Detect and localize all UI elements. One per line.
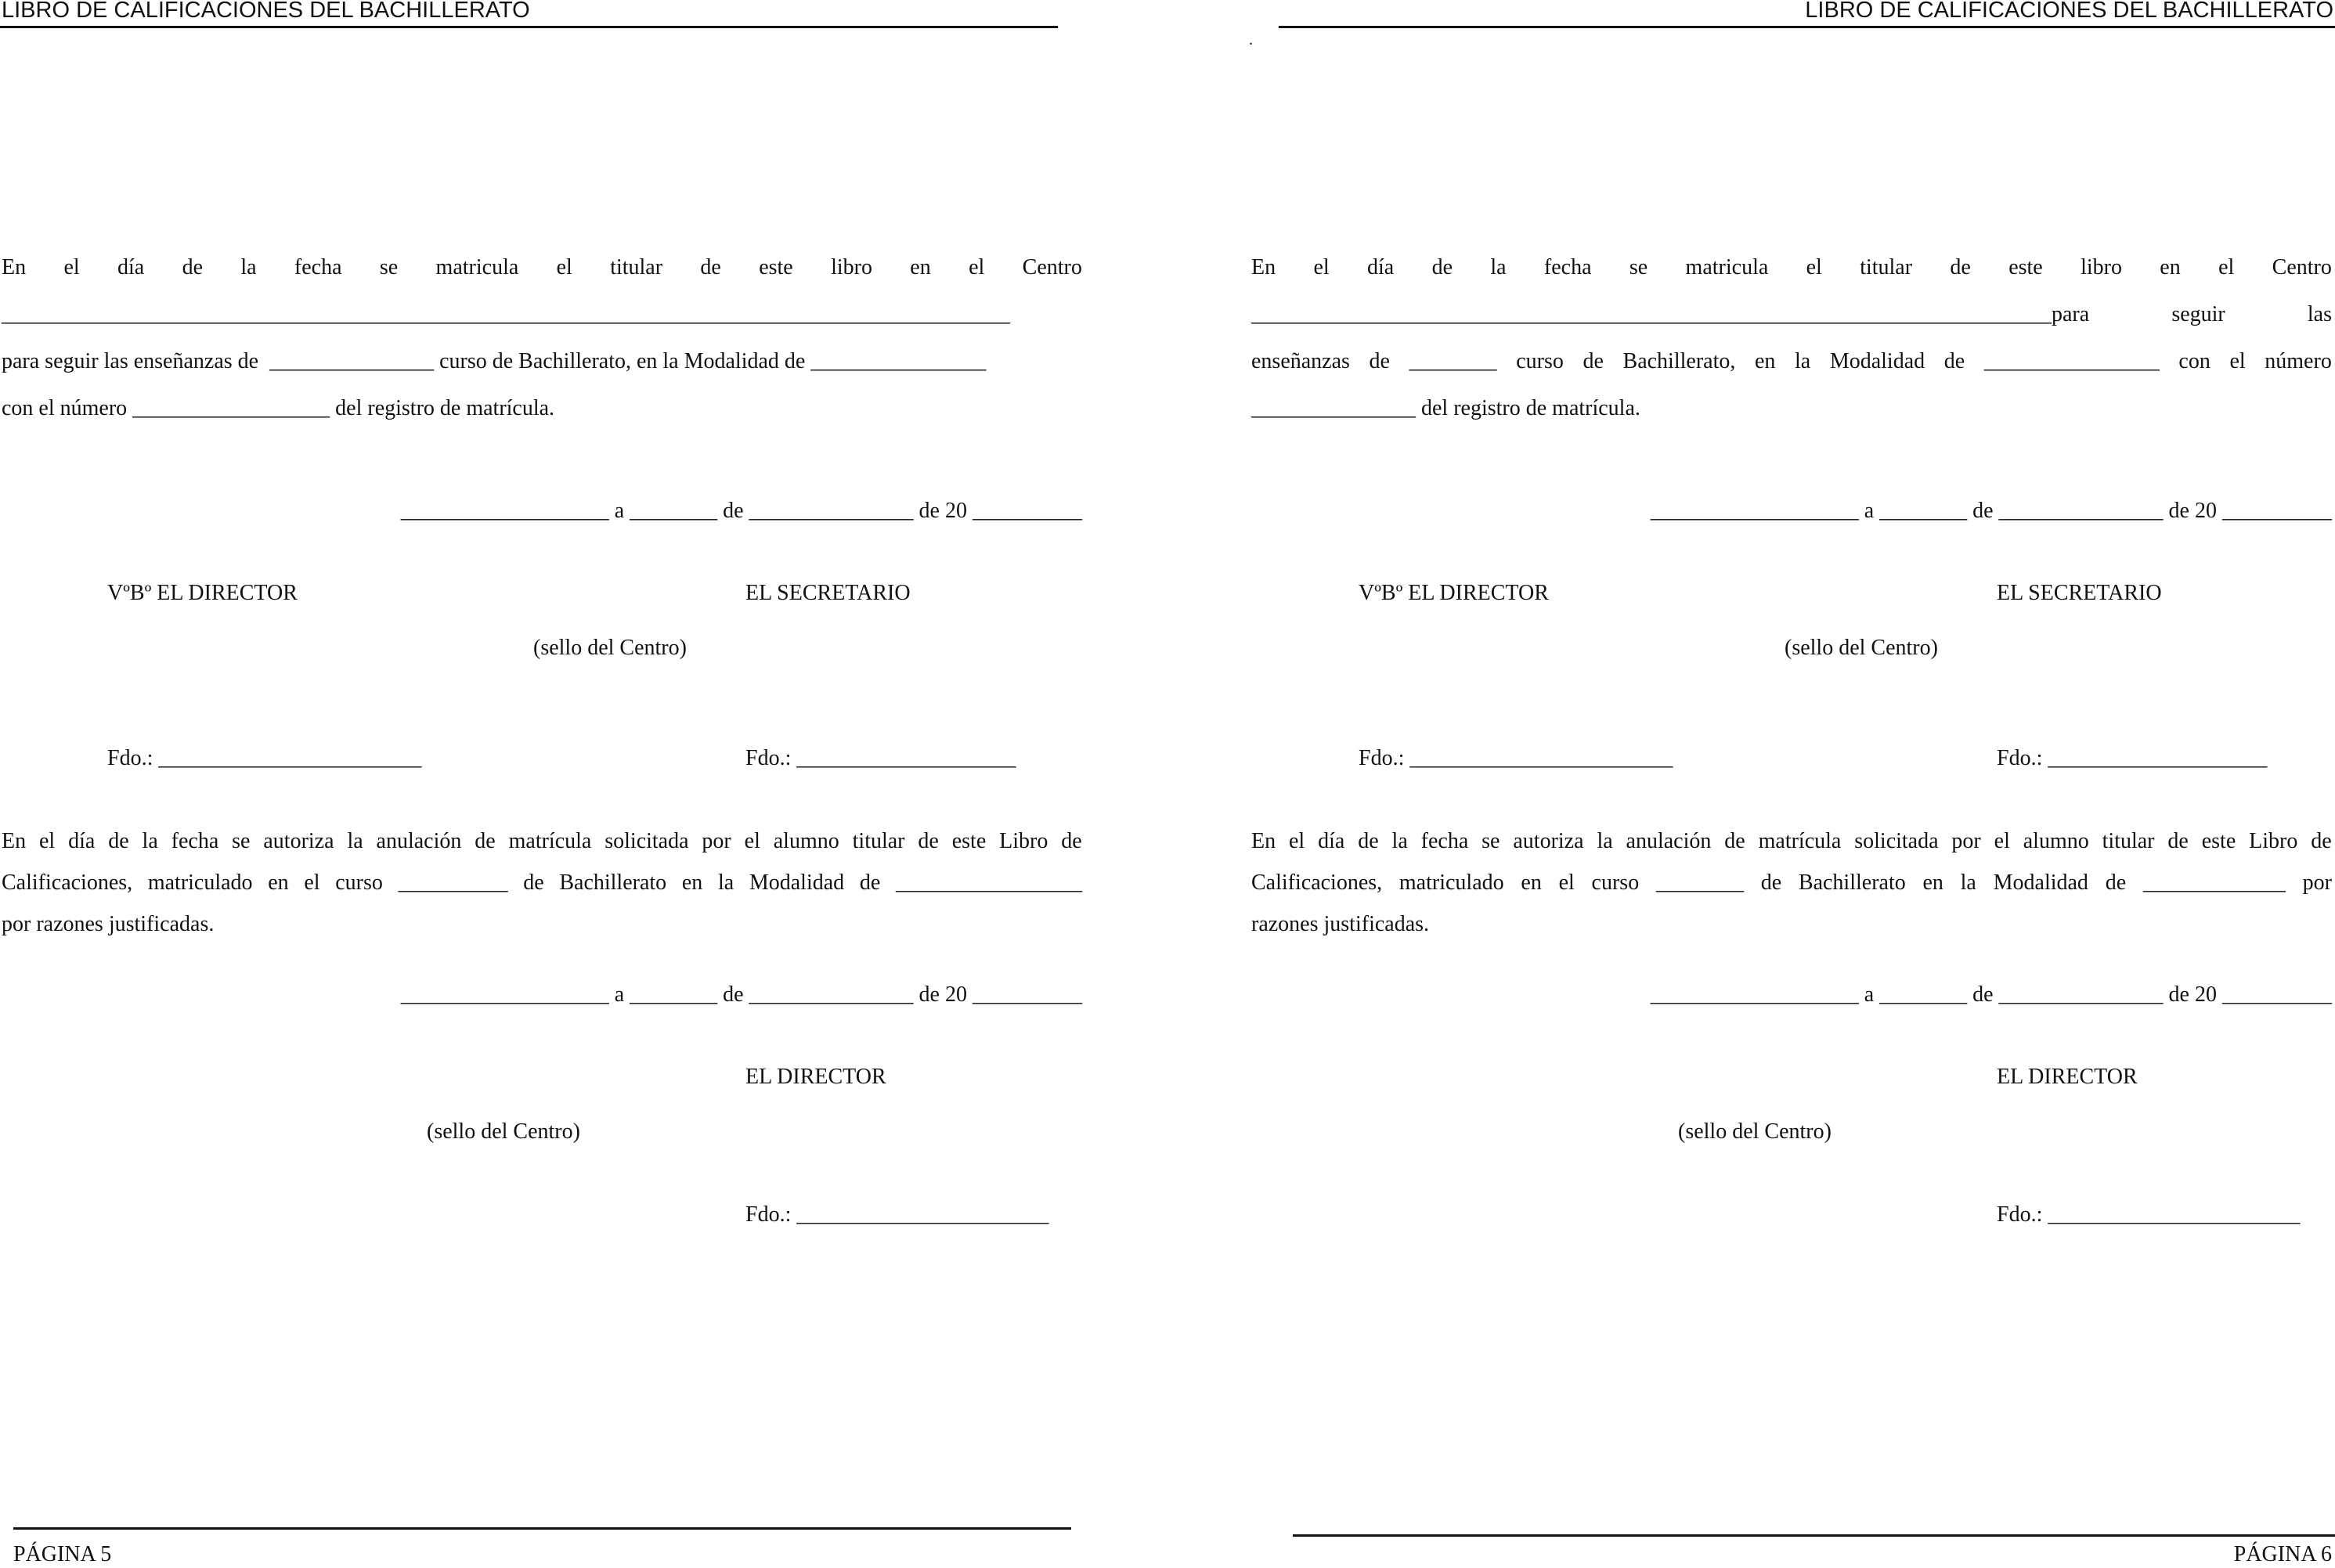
word: de	[918, 829, 939, 853]
word: se	[379, 255, 399, 279]
word: _____________	[2142, 871, 2286, 895]
page-6	[1249, 0, 2335, 1566]
word: el	[304, 871, 320, 895]
word: de	[523, 871, 544, 895]
word: la	[240, 255, 257, 279]
date-line-1: ___________________ a ________ de _______________ de 20 __________	[1650, 499, 2332, 523]
date-line-2: ___________________ a ________ de _______________ de 20 __________	[400, 982, 1082, 1007]
word: anulación	[376, 829, 462, 853]
word: fecha	[1420, 829, 1469, 853]
word: Libro	[999, 829, 1048, 853]
word: __________	[398, 871, 508, 895]
word: de	[108, 829, 129, 853]
word: la	[142, 829, 158, 853]
word: con	[2178, 349, 2210, 373]
anulacion-line-3: por razones justificadas.	[2, 912, 215, 936]
word: en	[1521, 871, 1542, 895]
word: matricula	[435, 255, 519, 279]
anulacion-line-2	[1251, 870, 2332, 896]
word: el	[1994, 829, 2010, 853]
word: fecha	[294, 255, 342, 279]
footer-rule	[13, 1527, 1071, 1530]
word: de	[475, 829, 496, 853]
word: la	[1597, 829, 1613, 853]
word: autoriza	[263, 829, 334, 853]
word: las	[2307, 302, 2332, 326]
word: Modalidad	[1829, 349, 1925, 373]
word: de	[2311, 829, 2332, 853]
word: se	[1629, 255, 1648, 279]
word: titular	[610, 255, 663, 279]
word: este	[2201, 829, 2236, 853]
word: la	[1795, 349, 1811, 373]
word: Modalidad	[1993, 871, 2088, 895]
word: día	[1367, 255, 1395, 279]
word: de	[182, 255, 204, 279]
word: Centro	[2272, 255, 2332, 279]
word: el	[39, 829, 56, 853]
word: de	[1943, 349, 1965, 373]
word: solicitada	[1854, 829, 1939, 853]
sello-label-2: (sello del Centro)	[427, 1119, 580, 1144]
fdo-secretario: Fdo.: ____________________	[745, 746, 1016, 770]
sello-label-1: (sello del Centro)	[1785, 636, 1938, 660]
word: el	[2229, 349, 2246, 373]
anulacion-line-1	[2, 828, 1082, 855]
word: alumno	[773, 829, 839, 853]
word: de	[859, 871, 881, 895]
word: Bachillerato,	[1622, 349, 1736, 373]
date-line-2: ___________________ a ________ de _______________ de 20 __________	[1650, 982, 2332, 1007]
word: la	[1960, 871, 1976, 895]
word: de	[1724, 829, 1745, 853]
word: se	[1481, 829, 1500, 853]
word: este	[2008, 255, 2043, 279]
word: Modalidad	[749, 871, 845, 895]
page-number: PÁGINA 6	[2233, 1542, 2332, 1566]
word: día	[1318, 829, 1345, 853]
word: la	[717, 871, 734, 895]
word: seguir	[2171, 302, 2225, 326]
matricula-line-2: ____________________________________________________________________________________________	[2, 302, 1010, 326]
word: titular	[852, 829, 905, 853]
matricula-line-3: para seguir las enseñanzas de _______________ curso de Bachillerato, en la Modalidad de ________________	[2, 349, 987, 373]
word: matrícula	[508, 829, 592, 853]
sello-label-1: (sello del Centro)	[533, 636, 687, 660]
word: el	[2218, 255, 2235, 279]
word: el	[1289, 829, 1305, 853]
word: en	[2160, 255, 2181, 279]
word: anulación	[1626, 829, 1712, 853]
word: de	[1369, 349, 1390, 373]
word: ________________	[1983, 349, 2160, 373]
word: solicitada	[605, 829, 689, 853]
date-line-1: ___________________ a ________ de _______________ de 20 __________	[400, 499, 1082, 523]
fdo-director-final: Fdo.: _______________________	[1997, 1202, 2301, 1227]
word: el	[969, 255, 985, 279]
matricula-line-1	[2, 254, 1082, 281]
word: _________________	[895, 871, 1082, 895]
word: el	[1806, 255, 1822, 279]
page-number: PÁGINA 5	[13, 1542, 112, 1566]
word: en	[910, 255, 931, 279]
word: curso	[1591, 871, 1640, 895]
word: curso	[335, 871, 383, 895]
word: En	[2, 829, 27, 853]
matricula-line-4: con el número __________________ del registro de matrícula.	[2, 396, 555, 420]
word: en	[268, 871, 289, 895]
word: el	[744, 829, 760, 853]
word: este	[759, 255, 793, 279]
word: En	[1251, 829, 1276, 853]
word: de	[2105, 871, 2127, 895]
word: el	[63, 255, 80, 279]
word: _________________________________________________________________________para	[1251, 302, 2090, 326]
word: ________	[1409, 349, 1497, 373]
word: por	[702, 829, 731, 853]
word: En	[2, 255, 27, 279]
word: En	[1251, 255, 1276, 279]
fdo-secretario: Fdo.: ____________________	[1997, 746, 2268, 770]
word: libro	[831, 255, 872, 279]
word: matriculado	[1398, 871, 1504, 895]
matricula-line-1	[1251, 254, 2332, 281]
word: el	[556, 255, 572, 279]
secretario-label: EL SECRETARIO	[1997, 581, 2162, 605]
word: fecha	[171, 829, 219, 853]
word: el	[1313, 255, 1330, 279]
word: en	[1754, 349, 1776, 373]
word: Calificaciones,	[1251, 871, 1383, 895]
matricula-line-4: _______________ del registro de matrícula.	[1251, 396, 1640, 420]
word: en	[1922, 871, 1943, 895]
anulacion-line-3: razones justificadas.	[1251, 912, 1430, 936]
word: libro	[2081, 255, 2122, 279]
word: el	[1558, 871, 1575, 895]
word: de	[2167, 829, 2189, 853]
word: de	[1583, 349, 1604, 373]
fdo-director: Fdo.: ________________________	[107, 746, 422, 770]
sello-label-2: (sello del Centro)	[1678, 1119, 1832, 1144]
word: día	[68, 829, 96, 853]
word: la	[1391, 829, 1408, 853]
word: enseñanzas	[1251, 349, 1350, 373]
word: Centro	[1022, 255, 1082, 279]
director-label: EL DIRECTOR	[745, 1065, 886, 1089]
word: de	[1358, 829, 1379, 853]
anulacion-line-1	[1251, 828, 2332, 855]
word: se	[232, 829, 251, 853]
header-rule	[0, 26, 1058, 28]
word: ________	[1655, 871, 1744, 895]
matricula-line-2	[1251, 301, 2332, 328]
header-title: LIBRO DE CALIFICACIONES DEL BACHILLERATO	[2, 0, 530, 23]
word: de	[1061, 829, 1082, 853]
anulacion-line-2	[2, 870, 1082, 896]
word: titular	[1860, 255, 1913, 279]
word: por	[2302, 871, 2332, 895]
vobo-director-label: VºBº EL DIRECTOR	[107, 581, 298, 605]
word: este	[951, 829, 987, 853]
page-5	[0, 0, 1096, 1566]
word: fecha	[1543, 255, 1592, 279]
word: matriculado	[147, 871, 253, 895]
word: de	[1431, 255, 1453, 279]
word: Bachillerato	[1798, 871, 1906, 895]
word: de	[700, 255, 721, 279]
word: día	[117, 255, 145, 279]
stray-dot: .	[1249, 31, 1253, 49]
word: Calificaciones,	[2, 871, 133, 895]
word: número	[2265, 349, 2332, 373]
word: de	[1950, 255, 1971, 279]
word: en	[681, 871, 703, 895]
word: de	[1760, 871, 1782, 895]
footer-rule	[1293, 1534, 2335, 1537]
header-title: LIBRO DE CALIFICACIONES DEL BACHILLERATO	[1805, 0, 2333, 23]
secretario-label: EL SECRETARIO	[745, 581, 911, 605]
word: por	[1951, 829, 1981, 853]
word: autoriza	[1513, 829, 1584, 853]
word: la	[347, 829, 363, 853]
word: matrícula	[1758, 829, 1842, 853]
word: titular	[2102, 829, 2155, 853]
word: alumno	[2023, 829, 2089, 853]
word: matricula	[1685, 255, 1769, 279]
director-label: EL DIRECTOR	[1997, 1065, 2138, 1089]
word: Bachillerato	[559, 871, 667, 895]
fdo-director-final: Fdo.: _______________________	[745, 1202, 1049, 1227]
word: la	[1490, 255, 1507, 279]
word: Libro	[2249, 829, 2298, 853]
fdo-director: Fdo.: ________________________	[1359, 746, 1673, 770]
header-rule	[1279, 26, 2335, 28]
vobo-director-label: VºBº EL DIRECTOR	[1359, 581, 1549, 605]
word: curso	[1516, 349, 1564, 373]
matricula-line-3	[1251, 348, 2332, 375]
